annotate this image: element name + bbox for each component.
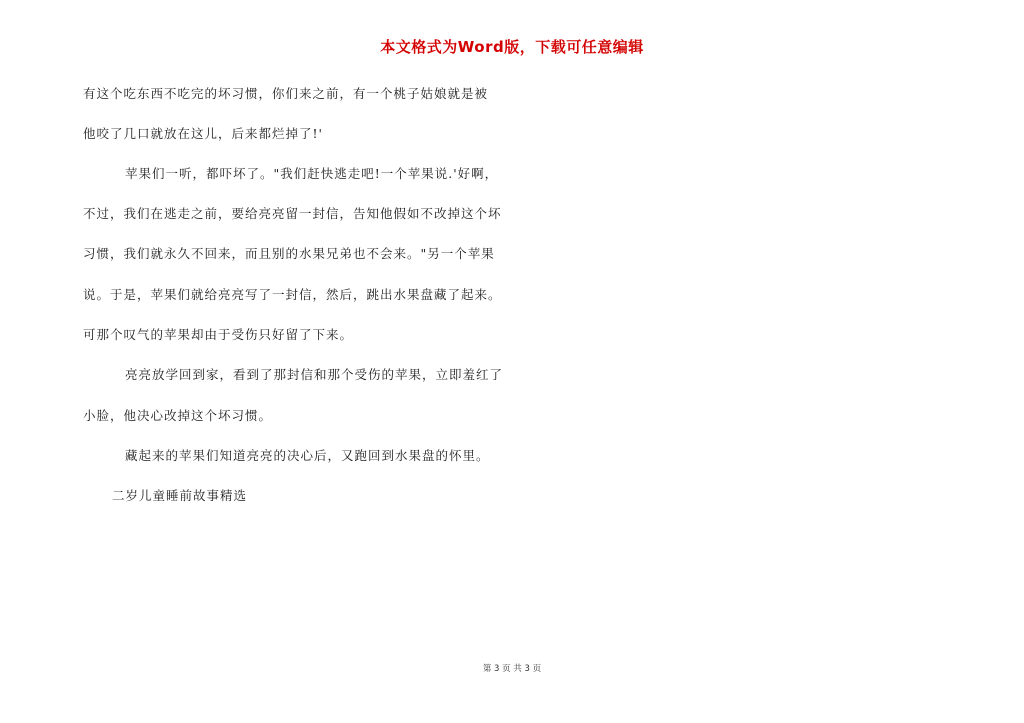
page-number-footer: 第 3 页 共 3 页 xyxy=(482,664,542,674)
editable-format-banner: 本文格式为Word版，下载可任意编辑 xyxy=(380,38,644,56)
body-line-9: 小脸，他决心改掉这个坏习惯。 xyxy=(83,408,273,423)
body-line-5: 习惯，我们就永久不回来，而且别的水果兄弟也不会来。"另一个苹果 xyxy=(83,246,495,261)
body-line-4: 不过，我们在逃走之前，要给亮亮留一封信，告知他假如不改掉这个坏 xyxy=(83,206,502,221)
body-line-1: 有这个吃东西不吃完的坏习惯，你们来之前，有一个桃子姑娘就是被 xyxy=(83,86,489,101)
section-heading: 二岁儿童睡前故事精选 xyxy=(112,488,248,503)
body-line-8: 亮亮放学回到家，看到了那封信和那个受伤的苹果，立即羞红了 xyxy=(125,367,504,382)
body-line-10: 藏起来的苹果们知道亮亮的决心后，又跑回到水果盘的怀里。 xyxy=(125,448,490,463)
body-line-7: 可那个叹气的苹果却由于受伤只好留了下来。 xyxy=(83,327,354,342)
body-line-2: 他咬了几口就放在这儿，后来都烂掉了!' xyxy=(83,126,323,141)
body-line-6: 说。于是，苹果们就给亮亮写了一封信，然后，跳出水果盘藏了起来。 xyxy=(83,287,502,302)
body-line-3: 苹果们一听，都吓坏了。"我们赶快逃走吧!一个苹果说.'好啊， xyxy=(125,166,499,181)
